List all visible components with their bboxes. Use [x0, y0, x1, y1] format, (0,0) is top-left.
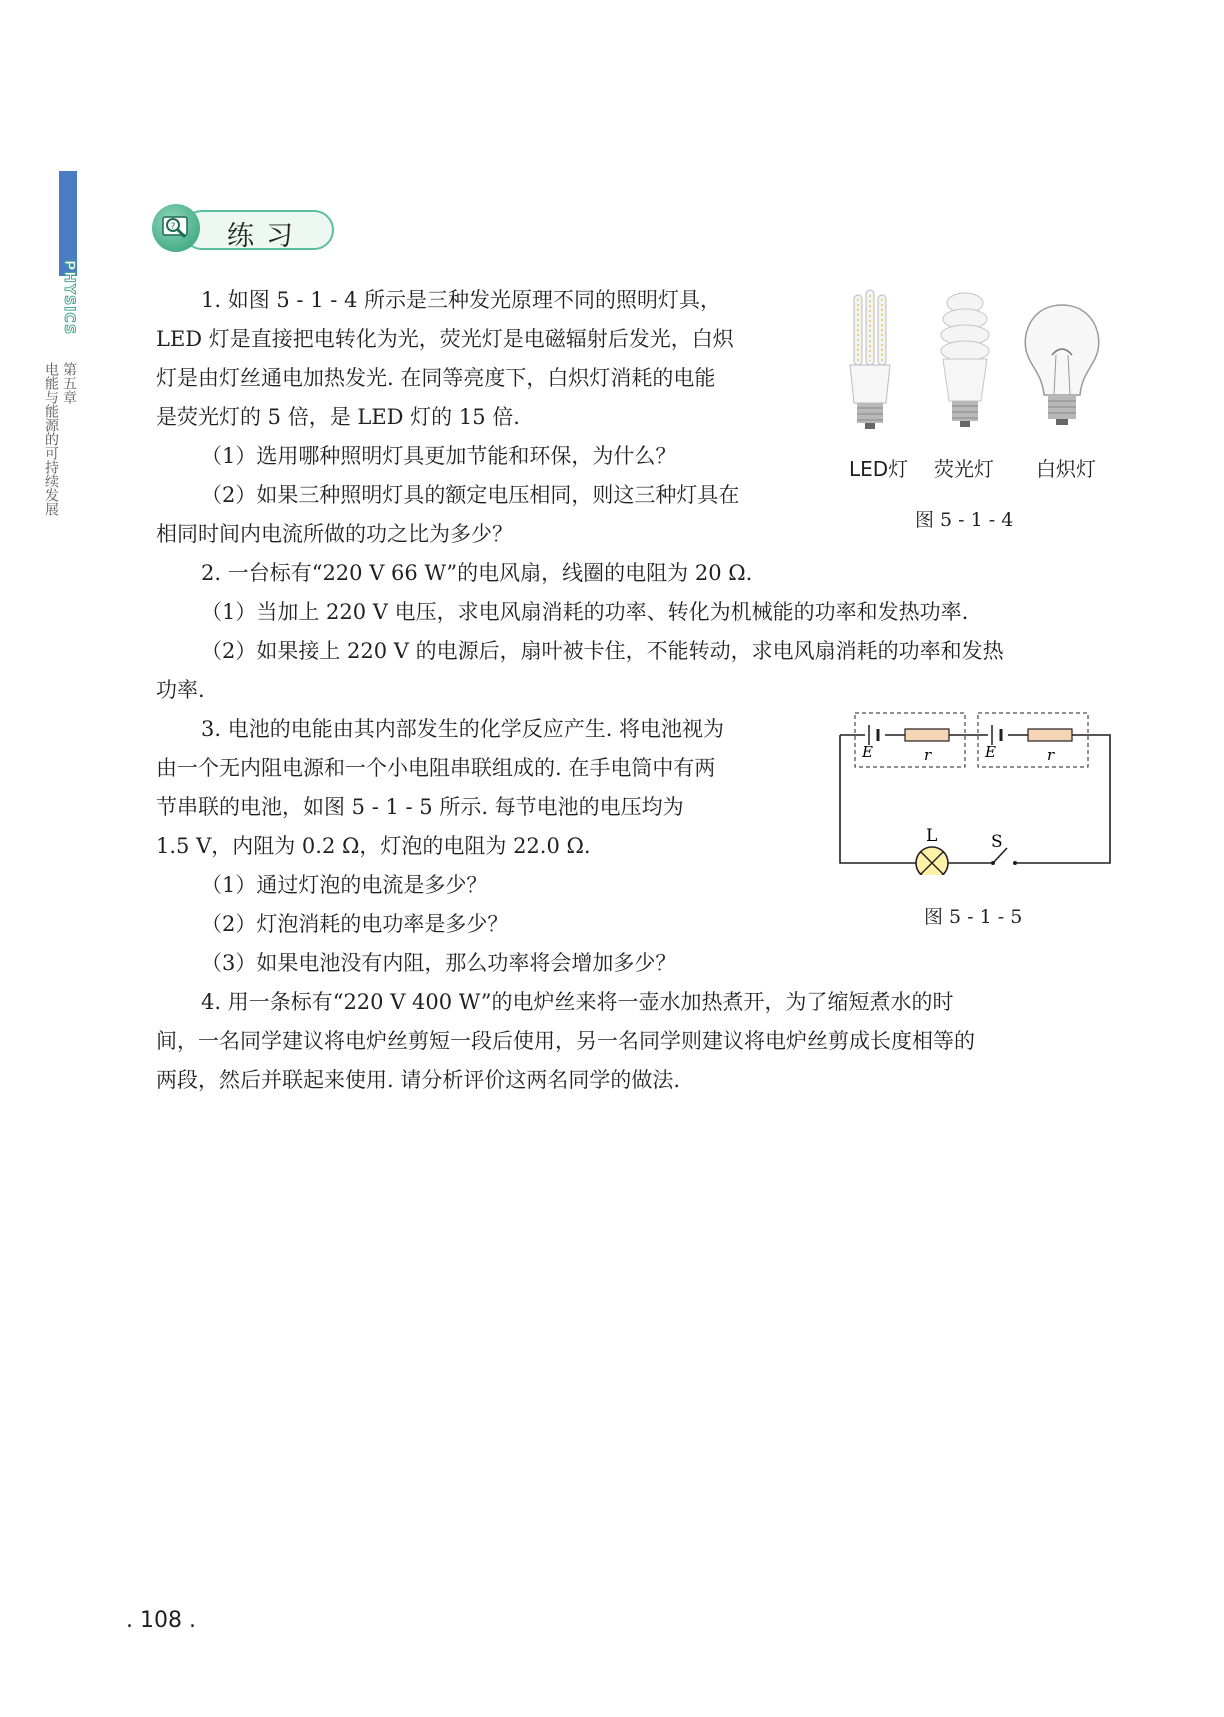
q4-line-3: 两段，然后并联起来使用. 请分析评价这两名同学的做法.	[156, 1068, 681, 1092]
label-switch-S: S	[991, 832, 1003, 852]
q1-line-3: 灯是由灯丝通电加热发光. 在同等亮度下，白炽灯消耗的电能	[156, 366, 716, 390]
label-lamp-L: L	[926, 826, 938, 846]
q3-sub-1: （1）通过灯泡的电流是多少？	[201, 873, 488, 897]
q1-line-1: 1. 如图 5 - 1 - 4 所示是三种发光原理不同的照明灯具，	[201, 288, 722, 312]
question-search-icon	[152, 204, 200, 252]
label-r1: r	[924, 746, 932, 764]
figure-5-1-4-caption: 图 5 - 1 - 4	[915, 509, 1014, 531]
q3-line-2: 由一个无内阻电源和一个小电阻串联组成的. 在手电筒中有两	[156, 756, 716, 780]
label-E1: E	[862, 743, 873, 761]
lamp-label-incandescent: 白炽灯	[1036, 457, 1096, 481]
q3-line-3: 节串联的电池，如图 5 - 1 - 5 所示. 每节电池的电压均为	[156, 795, 684, 819]
q1-line-2: LED 灯是直接把电转化为光，荧光灯是电磁辐射后发光，白炽	[156, 327, 734, 351]
q1-sub-1: （1）选用哪种照明灯具更加节能和环保，为什么？	[201, 444, 677, 468]
led-lamp-image	[850, 290, 890, 429]
label-E2: E	[985, 743, 996, 761]
q2-sub-1: （1）当加上 220 V 电压，求电风扇消耗的功率、转化为机械能的功率和发热功率.	[201, 600, 969, 624]
q1-line-4: 是荧光灯的 5 倍，是 LED 灯的 15 倍.	[156, 405, 520, 429]
q1-sub-2-cont: 相同时间内电流所做的功之比为多少？	[156, 522, 513, 546]
circuit-diagram	[835, 705, 1115, 875]
figure-5-1-5-caption: 图 5 - 1 - 5	[924, 906, 1023, 928]
q2-sub-2: （2）如果接上 220 V 的电源后，扇叶被卡住，不能转动，求电风扇消耗的功率和发热	[201, 639, 1004, 663]
sidebar-chapter-number: 第五章	[61, 362, 77, 404]
q1-sub-2: （2）如果三种照明灯具的额定电压相同，则这三种灯具在	[201, 483, 740, 507]
section-title: 练习	[227, 221, 305, 252]
q3-sub-3: （3）如果电池没有内阻，那么功率将会增加多少？	[201, 951, 677, 975]
svg-text:?: ?	[170, 222, 176, 232]
q2-sub-2-cont: 功率.	[156, 678, 205, 702]
section-heading	[152, 204, 332, 252]
sidebar-chapter-title: 电能与能源的可持续发展	[43, 362, 59, 516]
q3-line-4: 1.5 V，内阻为 0.2 Ω，灯泡的电阻为 22.0 Ω.	[156, 834, 591, 858]
q2-line-1: 2. 一台标有“220 V 66 W”的电风扇，线圈的电阻为 20 Ω.	[201, 561, 753, 585]
q3-sub-2: （2）灯泡消耗的电功率是多少？	[201, 912, 509, 936]
q4-line-2: 间，一名同学建议将电炉丝剪短一段后使用，另一名同学则建议将电炉丝剪成长度相等的	[156, 1029, 975, 1053]
lamps-illustration	[840, 285, 1110, 455]
lamp-label-fluorescent: 荧光灯	[934, 457, 994, 481]
label-r2: r	[1047, 746, 1055, 764]
q4-line-1: 4. 用一条标有“220 V 400 W”的电炉丝来将一壶水加热煮开，为了缩短煮水的时	[201, 990, 954, 1014]
lamp-label-led: LED灯	[849, 457, 909, 481]
incandescent-lamp-image	[1025, 305, 1099, 425]
sidebar-chapter	[43, 362, 78, 516]
fluorescent-lamp-image	[941, 293, 989, 427]
sidebar-subject: PHYSICS	[61, 260, 77, 336]
q3-line-1: 3. 电池的电能由其内部发生的化学反应产生. 将电池视为	[201, 717, 725, 741]
page-number: . 108 .	[126, 1608, 196, 1633]
